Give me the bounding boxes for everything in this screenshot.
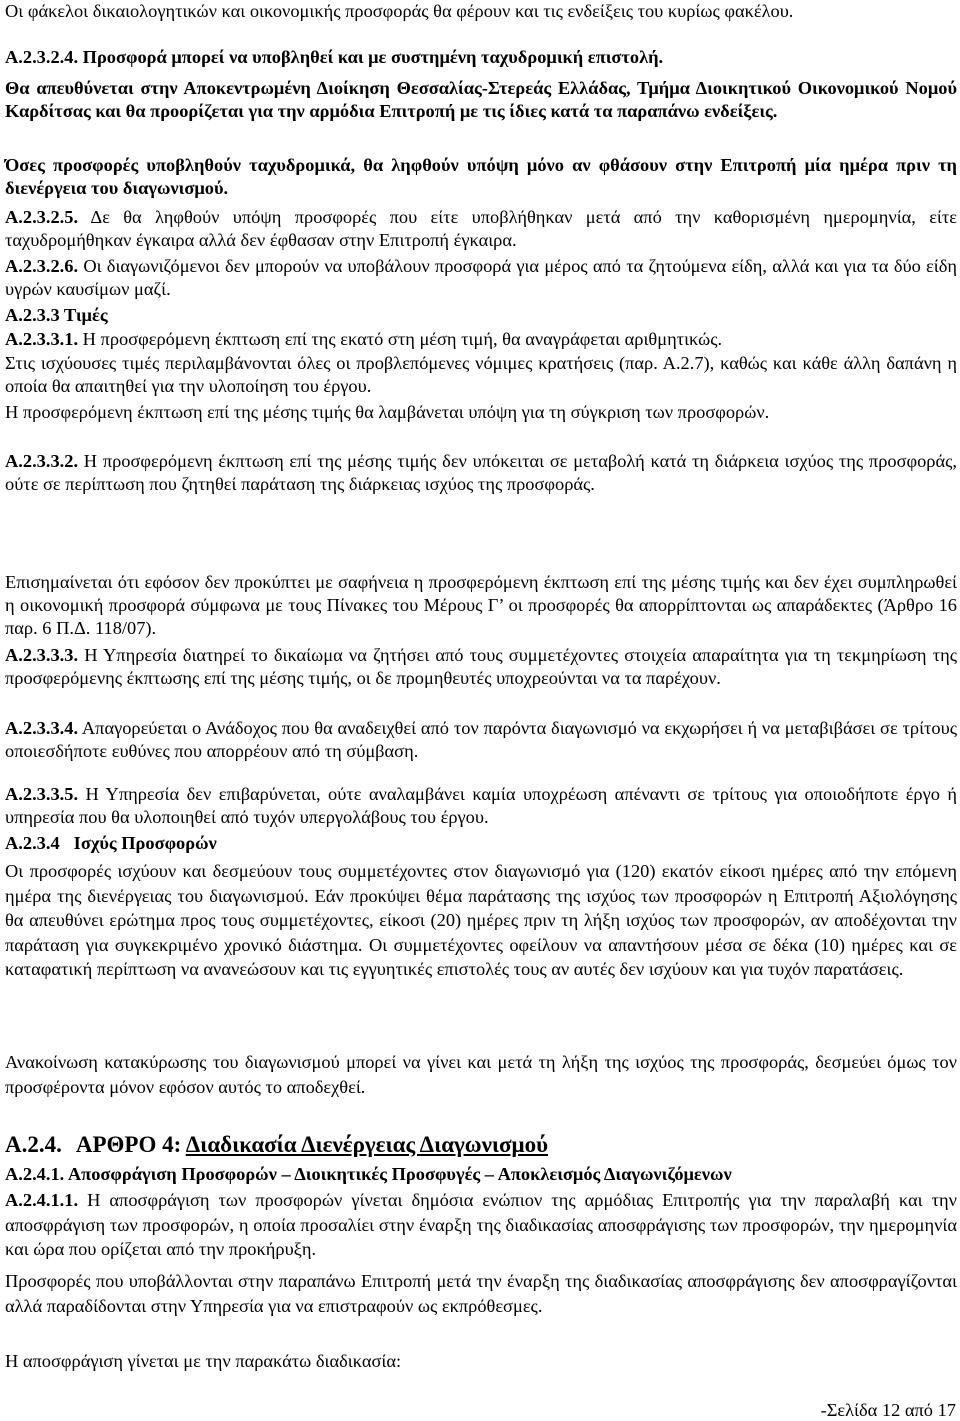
- paragraph-prices-include: [5, 352, 957, 398]
- page-number: -Σελίδα 12 από 17: [820, 1400, 956, 1420]
- clause-number: Α.2.3.3.5.: [5, 784, 79, 804]
- article-number: Α.2.4.: [5, 1132, 62, 1157]
- paragraph-a2333: [5, 644, 957, 690]
- heading-a233: [5, 304, 957, 327]
- clause-number: Α.2.3.3.4.: [5, 718, 79, 738]
- paragraph-text: Ανακοίνωση κατακύρωσης του διαγωνισμού μπορεί να γίνει και μετά τη λήξη της ισχύος της προσφοράς, δεσμεύει όμως τον προσφέροντα μόνον εφόσον αυτός το αποδεχθεί.: [5, 1052, 957, 1097]
- paragraph-text: Η αποσφράγιση γίνεται με την παρακάτω διαδικασία:: [5, 1351, 402, 1371]
- clause-text: Η προσφερόμενη έκπτωση επί της εκατό στη μέση τιμή, θα αναγράφεται αριθμητικώς.: [78, 329, 723, 349]
- clause-text: Οι διαγωνιζόμενοι δεν μπορούν να υποβάλουν προσφορά για μέρος από τα ζητούμενα είδη, αλλά και για τα δύο είδη υγρών καυσίμων μαζί.: [5, 256, 957, 299]
- clause-number: Α.2.3.2.4.: [5, 47, 79, 67]
- section-heading: Α.2.3.3 Τιμές: [5, 305, 108, 325]
- subsection-heading: Α.2.4.1. Αποσφράγιση Προσφορών – Διοικητικές Προσφυγές – Αποκλεισμός Διαγωνιζόμενων: [5, 1164, 732, 1184]
- clause-text: Δε θα ληφθούν υπόψη προσφορές που είτε υποβλήθηκαν μετά από την καθορισμένη ημερομηνία, είτε ταχυδρομήθηκαν έγκαιρα αλλά δεν έφθασαν στην Επιτροπή έγκαιρα.: [5, 207, 957, 250]
- paragraph-a24111: [5, 1188, 957, 1262]
- paragraph-addressee: [5, 77, 957, 123]
- clause-text: Η Υπηρεσία δεν επιβαρύνεται, ούτε αναλαμβάνει καμία υποχρέωση απέναντι σε τρίτους για οποιοδήποτε έργο ή υπηρεσία που θα υλοποιηθεί από τυχόν υπεργολάβους του έργου.: [5, 784, 957, 827]
- paragraph-a2324: [5, 46, 957, 69]
- paragraph-text: Θα απευθύνεται στην Αποκεντρωμένη Διοίκηση Θεσσαλίας-Στερεάς Ελλάδας, Τμήμα Διοικητικού Οικονομικού Νομού Καρδίτσας και θα προορίζεται για την αρμόδια Επιτροπή με τις ίδιες κατά τα παραπάνω ενδείξεις.: [5, 78, 957, 121]
- clause-text: Η αποσφράγιση των προσφορών γίνεται δημόσια ενώπιον της αρμόδιας Επιτροπής για την παραλαβή και την αποσφράγιση των προσφορών, η οποία προσαλίει στην έναρξη της διαδικασίας αποσφράγισης των προσφορών, την ημερομηνία και ώρα που ορίζεται από την προκήρυξη.: [5, 1190, 957, 1259]
- clause-text: Απαγορεύεται ο Ανάδοχος που θα αναδειχθεί από τον παρόντα διαγωνισμό να εκχωρήσει ή να μεταβιβάσει σε τρίτους οποιεσδήποτε ευθύνες που απορρέουν από τη σύμβαση.: [5, 718, 957, 761]
- heading-a24: [5, 1131, 957, 1159]
- heading-a241: [5, 1163, 957, 1186]
- paragraph-text: Επισημαίνεται ότι εφόσον δεν προκύπτει με σαφήνεια η προσφερόμενη έκπτωση επί της μέσης τιμής και δεν έχει συμπληρωθεί η οικονομική προσφορά σύμφωνα με τους Πίνακες του Μέρους Γ’ οι προσφορές θα απορρίπτονται ως απαράδεκτες (Άρθρο 16 παρ. 6 Π.Δ. 118/07).: [5, 572, 957, 638]
- paragraph-a2335: [5, 783, 957, 829]
- paragraph-text: Η προσφερόμενη έκπτωση επί της μέσης τιμής θα λαμβάνεται υπόψη για τη σύγκριση των προσφορών.: [5, 402, 770, 422]
- article-title: Διαδικασία Διενέργειας Διαγωνισμού: [185, 1132, 549, 1157]
- section-title: Ισχύς Προσφορών: [73, 833, 217, 853]
- clause-number: Α.2.4.1.1.: [5, 1190, 79, 1210]
- paragraph-a2332: [5, 450, 957, 496]
- paragraph-text: Στις ισχύουσες τιμές περιλαμβάνονται όλες οι προβλεπόμενες νόμιμες κρατήσεις (παρ. Α.2.7), καθώς και κάθε άλλη δαπάνη η οποία θα απαιτηθεί για την υλοποίηση του έργου.: [5, 353, 957, 396]
- paragraph-text: Προσφορές που υποβάλλονται στην παραπάνω Επιτροπή μετά την έναρξη της διαδικασίας αποσφράγισης δεν αποσφραγίζονται αλλά παραδίδονται στην Υπηρεσία για να επιστραφούν ως εκπρόθεσμες.: [5, 1271, 957, 1316]
- paragraph-late-offers: [5, 1269, 957, 1318]
- heading-a234: [5, 832, 957, 855]
- paragraph-a2334: [5, 717, 957, 763]
- section-number: Α.2.3.4: [5, 833, 60, 853]
- paragraph-text: Όσες προσφορές υποβληθούν ταχυδρομικά, θα ληφθούν υπόψη μόνο αν φθάσουν στην Επιτροπή μία ημέρα πριν τη διενέργεια του διαγωνισμού.: [5, 155, 957, 198]
- paragraph-rejection: [5, 571, 957, 640]
- paragraph-discount-compare: [5, 401, 957, 424]
- clause-number: Α.2.3.2.5.: [5, 207, 79, 227]
- paragraph-validity: [5, 859, 957, 982]
- clause-number: Α.2.3.2.6.: [5, 256, 79, 276]
- clause-text: Η προσφερόμενη έκπτωση επί της μέσης τιμής δεν υπόκειται σε μεταβολή κατά τη διάρκεια ισχύος της προσφοράς, ούτε σε περίπτωση που ζητηθεί παράταση της διάρκειας ισχύος της προσφοράς.: [5, 451, 957, 494]
- paragraph-postal-offers: [5, 154, 957, 200]
- article-label: ΑΡΘΡΟ 4:: [75, 1132, 182, 1157]
- paragraph-a2331: [5, 328, 957, 351]
- clause-number: Α.2.3.3.1.: [5, 329, 79, 349]
- paragraph-a2325: [5, 206, 957, 252]
- clause-number: Α.2.3.3.3.: [5, 645, 79, 665]
- clause-number: Α.2.3.3.2.: [5, 451, 79, 471]
- clause-text: Προσφορά μπορεί να υποβληθεί και με συστημένη ταχυδρομική επιστολή.: [78, 47, 664, 67]
- paragraph-award-notice: [5, 1050, 957, 1099]
- paragraph-procedure: [5, 1350, 957, 1373]
- paragraph-envelopes: [5, 0, 957, 23]
- clause-text: Η Υπηρεσία διατηρεί το δικαίωμα να ζητήσει από τους συμμετέχοντες στοιχεία απαραίτητα για τη τεκμηρίωση της προσφερόμενης έκπτωσης επί της μέσης τιμής, οι δε προμηθευτές υποχρεούνται να τα παρέχουν.: [5, 645, 957, 688]
- paragraph-text: Οι προσφορές ισχύουν και δεσμεύουν τους συμμετέχοντες στον διαγωνισμό για (120) εκατόν είκοσι ημέρες από την επόμενη ημέρα της διενέργειας του διαγωνισμού. Εάν προκύψει θέμα παράτασης της ισχύος των προσφορών η Επιτροπή Αξιολόγησης θα απευθύνει ερώτημα προς τους συμμετέχοντες, είκοσι (20) ημέρες πριν τη λήξη ισχύος των προσφορών, αν αποδέχονται την παράταση για συγκεκριμένο χρονικό διάστημα. Οι συμμετέχοντες οφείλουν να απαντήσουν μέσα σε δέκα (10) ημέρες και σε καταφατική περίπτωση να ανανεώσουν και τις εγγυητικές επιστολές τους αν αυτές δεν ισχύουν και για τυχόν παρατάσεις.: [5, 861, 957, 979]
- paragraph-text: Οι φάκελοι δικαιολογητικών και οικονομικής προσφοράς θα φέρουν και τις ενδείξεις του κυρίως φακέλου.: [5, 1, 794, 21]
- paragraph-a2326: [5, 255, 957, 301]
